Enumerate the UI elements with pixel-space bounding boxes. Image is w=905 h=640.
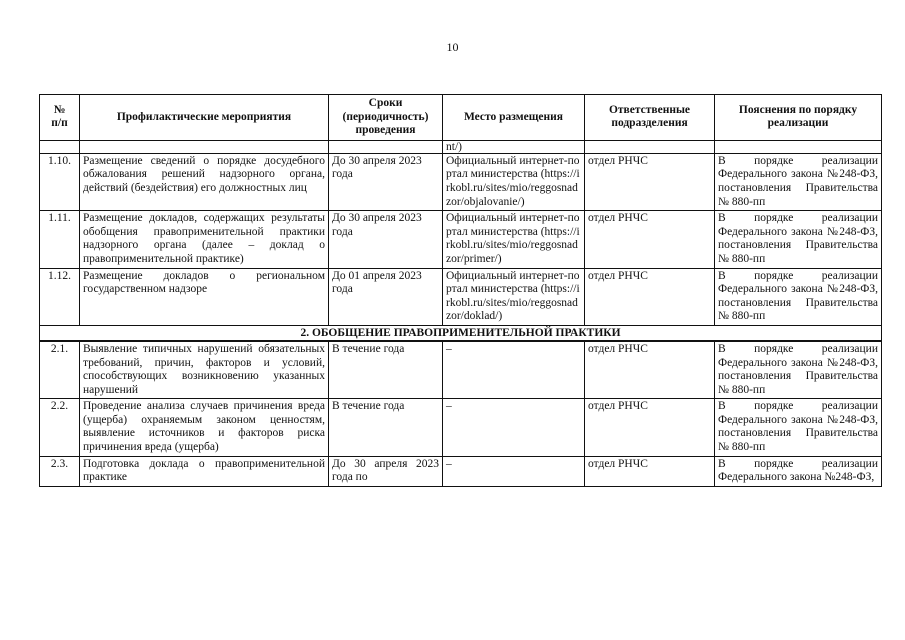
cell-place: nt/): [443, 140, 585, 153]
cell-term: До 01 апреля 2023 года: [329, 268, 443, 325]
header-dept: Ответственные подразделения: [585, 95, 715, 141]
table-row: [40, 456, 882, 486]
cell-num: 1.10.: [40, 153, 80, 210]
cell-term: В течение года: [329, 341, 443, 399]
cell-term: До 30 апреля 2023 года: [329, 153, 443, 210]
cell-notes: [715, 140, 882, 153]
cell-notes: В порядке реализации Федерального закона №248-ФЗ, постановления Правительства № 880-пп: [715, 399, 882, 456]
cell-place: –: [443, 399, 585, 456]
prevention-plan-table: [39, 94, 882, 487]
cell-dept: отдел РНЧС: [585, 456, 715, 486]
header-place: Место размещения: [443, 95, 585, 141]
table-row: [40, 211, 882, 268]
header-num: № п/п: [40, 95, 80, 141]
cell-dept: отдел РНЧС: [585, 153, 715, 210]
cell-dept: отдел РНЧС: [585, 399, 715, 456]
continuation-row: [40, 140, 882, 153]
cell-dept: [585, 140, 715, 153]
table-header-row: [40, 95, 882, 141]
cell-place: Официальный интернет-портал министерства (https://irkobl.ru/sites/mio/reggosnadzor/doklad/): [443, 268, 585, 325]
cell-num: 2.2.: [40, 399, 80, 456]
table-row: [40, 341, 882, 399]
cell-notes: В порядке реализации Федерального закона №248-ФЗ, постановления Правительства № 880-пп: [715, 153, 882, 210]
cell-term: До 30 апреля 2023 года: [329, 211, 443, 268]
cell-activity: Выявление типичных нарушений обязательных требований, причин, факторов и условий, способствующих возникновению указанных нарушений: [80, 341, 329, 399]
cell-term: До 30 апреля 2023 года по: [329, 456, 443, 486]
cell-dept: отдел РНЧС: [585, 211, 715, 268]
cell-num: [40, 140, 80, 153]
cell-place: –: [443, 341, 585, 399]
cell-num: 1.11.: [40, 211, 80, 268]
cell-term: В течение года: [329, 399, 443, 456]
table-row: [40, 153, 882, 210]
cell-notes: В порядке реализации Федерального закона №248-ФЗ, постановления Правительства № 880-пп: [715, 341, 882, 399]
cell-dept: отдел РНЧС: [585, 341, 715, 399]
table-row: [40, 399, 882, 456]
cell-notes: В порядке реализации Федерального закона №248-ФЗ, постановления Правительства № 880-пп: [715, 268, 882, 325]
cell-activity: Размещение сведений о порядке досудебного обжалования решений надзорного органа, действий (бездействия) его должностных лиц: [80, 153, 329, 210]
cell-place: Официальный интернет-портал министерства (https://irkobl.ru/sites/mio/reggosnadzor/objalovanie/): [443, 153, 585, 210]
section-heading-row: [40, 325, 882, 341]
cell-activity: [80, 140, 329, 153]
cell-notes: В порядке реализации Федерального закона №248-ФЗ,: [715, 456, 882, 486]
header-notes: Пояснения по порядку реализации: [715, 95, 882, 141]
cell-num: 2.3.: [40, 456, 80, 486]
cell-place: –: [443, 456, 585, 486]
header-activity: Профилактические мероприятия: [80, 95, 329, 141]
cell-term: [329, 140, 443, 153]
cell-num: 1.12.: [40, 268, 80, 325]
cell-place: Официальный интернет-портал министерства (https://irkobl.ru/sites/mio/reggosnadzor/primer/): [443, 211, 585, 268]
cell-notes: В порядке реализации Федерального закона №248-ФЗ, постановления Правительства № 880-пп: [715, 211, 882, 268]
cell-activity: Подготовка доклада о правоприменительной практике: [80, 456, 329, 486]
table-row: [40, 268, 882, 325]
cell-activity: Размещение докладов о региональном государственном надзоре: [80, 268, 329, 325]
cell-dept: отдел РНЧС: [585, 268, 715, 325]
cell-activity: Проведение анализа случаев причинения вреда (ущерба) охраняемым законом ценностям, выявление источников и факторов риска причинения вреда (ущерба): [80, 399, 329, 456]
header-term: Сроки (периодичность) проведения: [329, 95, 443, 141]
page-number: 10: [446, 40, 459, 54]
section-2-title: 2. ОБОБЩЕНИЕ ПРАВОПРИМЕНИТЕЛЬНОЙ ПРАКТИКИ: [40, 325, 882, 341]
cell-activity: Размещение докладов, содержащих результаты обобщения правоприменительной практики надзорного органа (далее – доклад о правоприменительной практике): [80, 211, 329, 268]
cell-num: 2.1.: [40, 341, 80, 399]
